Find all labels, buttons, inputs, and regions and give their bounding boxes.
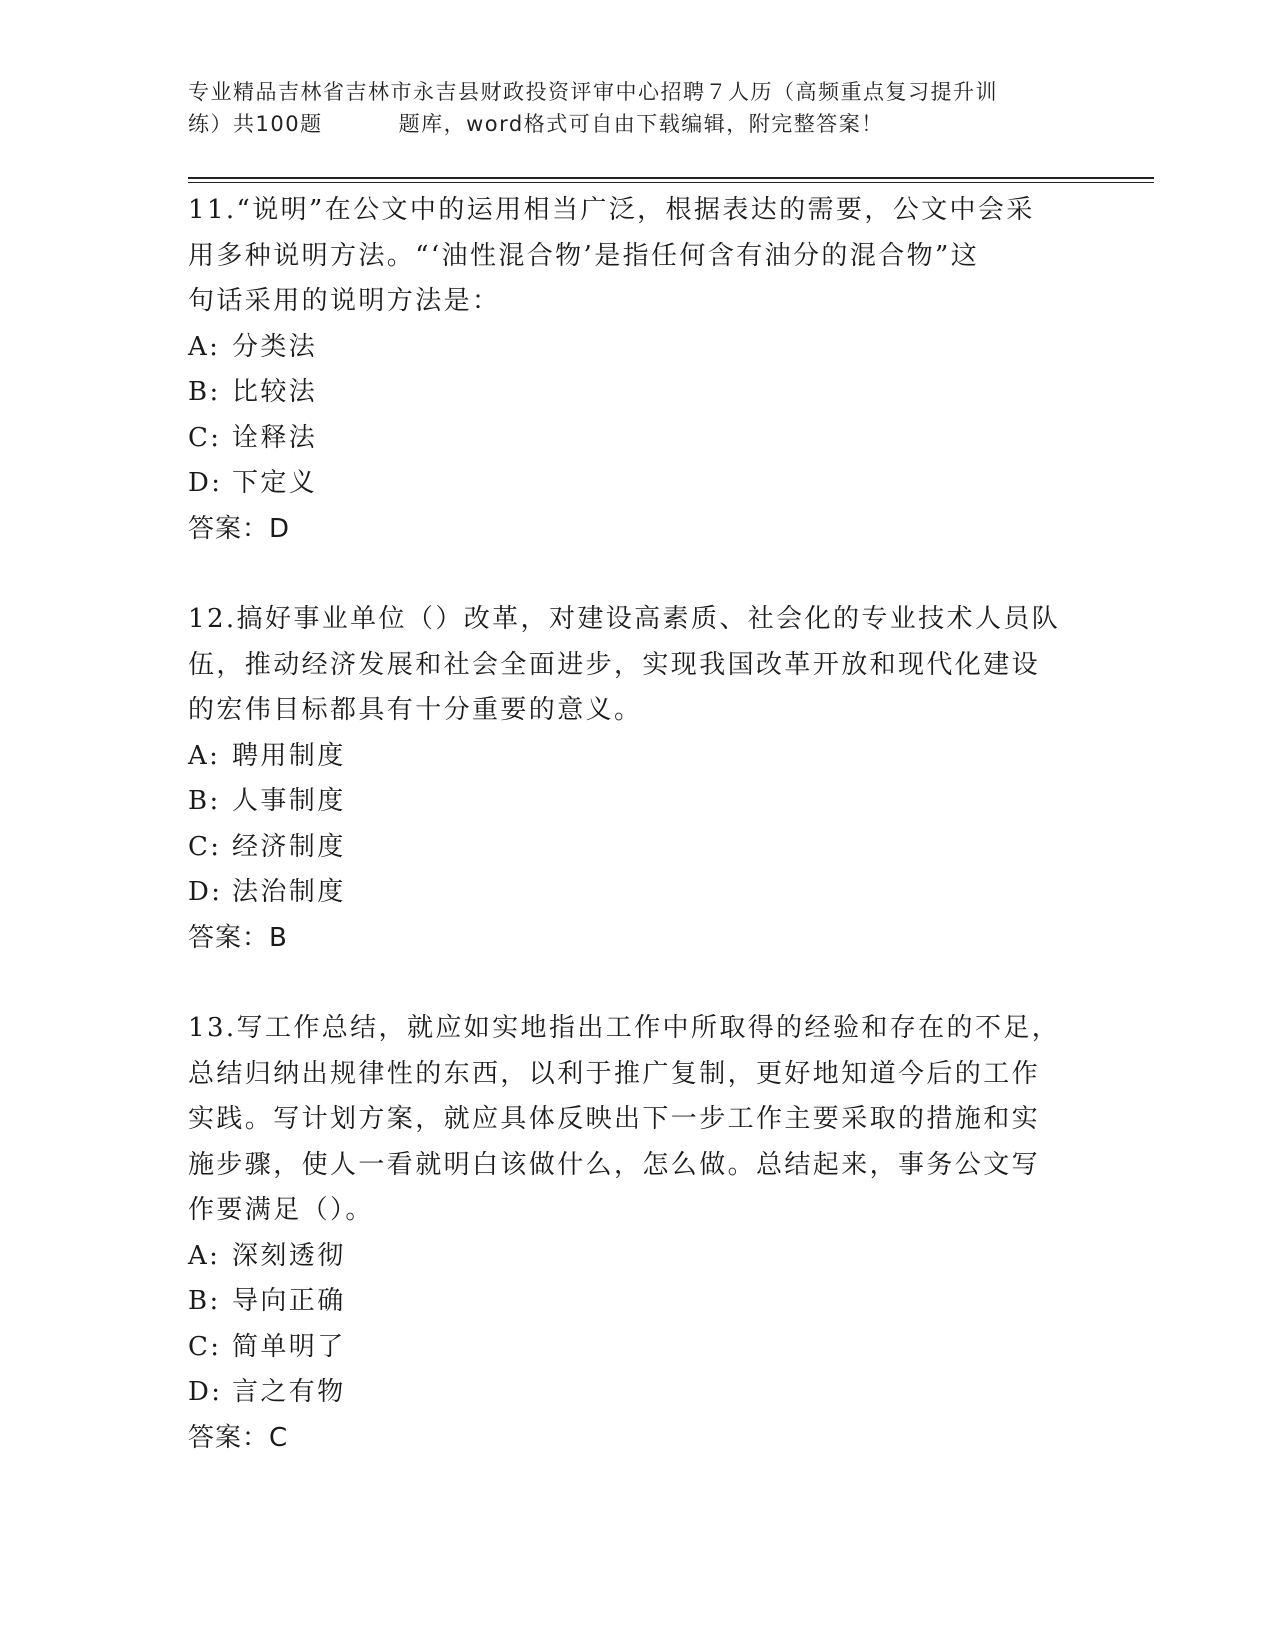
question-stem-line: 13.写工作总结，就应如实地指出工作中所取得的经验和存在的不足， xyxy=(188,1013,1061,1043)
option-text: 人事制度 xyxy=(232,786,346,816)
header-title-part-1: 练）共100题 xyxy=(188,112,323,136)
question-11 xyxy=(188,188,1068,552)
option-c xyxy=(188,825,1068,871)
option-key: D: xyxy=(188,1377,223,1407)
answer-line: 答案：B xyxy=(188,922,288,953)
question-stem-line: 伍，推动经济发展和社会全面进步，实现我国改革开放和现代化建设 xyxy=(188,649,1041,680)
option-a xyxy=(188,325,1068,371)
option-text: 简单明了 xyxy=(232,1331,346,1362)
option-key: C: xyxy=(188,1331,222,1362)
option-text: 导向正确 xyxy=(232,1286,346,1316)
question-13 xyxy=(188,1006,1068,1461)
header-title-line-1: 专业精品吉林省吉林市永吉县财政投资评审中心招聘７人历（高频重点复习提升训 xyxy=(188,80,998,104)
header-title-line-2 xyxy=(188,108,1088,140)
option-b xyxy=(188,779,1068,825)
header-divider-thick xyxy=(188,177,1154,179)
option-b xyxy=(188,370,1068,416)
header-title-part-2: 题库，word格式可自由下载编辑，附完整答案！ xyxy=(398,112,884,136)
answer-line: 答案：C xyxy=(188,1422,289,1453)
question-stem-line: 句话采用的说明方法是： xyxy=(188,286,501,316)
answer-line: 答案：D xyxy=(188,513,291,544)
option-c xyxy=(188,1325,1068,1371)
option-a xyxy=(188,734,1068,780)
question-stem-line: 的宏伟目标都具有十分重要的意义。 xyxy=(188,695,643,725)
header-divider-thin xyxy=(188,182,1154,183)
option-key: C: xyxy=(188,831,222,862)
question-list xyxy=(188,188,1068,1461)
option-c xyxy=(188,416,1068,462)
document-header xyxy=(188,76,1088,140)
option-text: 比较法 xyxy=(232,377,318,407)
option-key: C: xyxy=(188,422,222,453)
question-stem-line: 实践。写计划方案，就应具体反映出下一步工作主要采取的措施和实 xyxy=(188,1104,1041,1134)
option-d xyxy=(188,461,1068,507)
question-12 xyxy=(188,597,1068,961)
question-stem-line: 施步骤，使人一看就明白该做什么，怎么做。总结起来，事务公文写 xyxy=(188,1149,1041,1180)
question-stem-line: 12.搞好事业单位（）改革，对建设高素质、社会化的专业技术人员队 xyxy=(188,604,1061,634)
option-text: 诠释法 xyxy=(232,422,318,453)
option-b xyxy=(188,1279,1068,1325)
option-text: 分类法 xyxy=(232,331,318,362)
option-key: B: xyxy=(188,377,221,407)
option-key: B: xyxy=(188,786,221,816)
option-key: D: xyxy=(188,877,223,907)
option-text: 法治制度 xyxy=(232,877,346,907)
option-text: 聘用制度 xyxy=(232,740,346,771)
option-text: 下定义 xyxy=(232,468,318,498)
option-key: A: xyxy=(188,331,221,362)
option-key: A: xyxy=(188,1240,221,1271)
question-stem-line: 作要满足（）。 xyxy=(188,1195,374,1225)
option-d xyxy=(188,1370,1068,1416)
option-key: D: xyxy=(188,468,223,498)
option-d xyxy=(188,870,1068,916)
option-key: A: xyxy=(188,740,221,771)
option-text: 言之有物 xyxy=(232,1377,346,1407)
question-stem-line: 用多种说明方法。“‘油性混合物’是指任何含有油分的混合物”这 xyxy=(188,240,980,271)
option-text: 经济制度 xyxy=(232,831,346,862)
question-stem-line: 总结归纳出规律性的东西，以利于推广复制，更好地知道今后的工作 xyxy=(188,1058,1041,1089)
question-stem-line: 11.“说明”在公文中的运用相当广泛，根据表达的需要，公文中会采 xyxy=(188,195,1035,225)
option-text: 深刻透彻 xyxy=(232,1240,346,1271)
option-key: B: xyxy=(188,1286,221,1316)
option-a xyxy=(188,1234,1068,1280)
